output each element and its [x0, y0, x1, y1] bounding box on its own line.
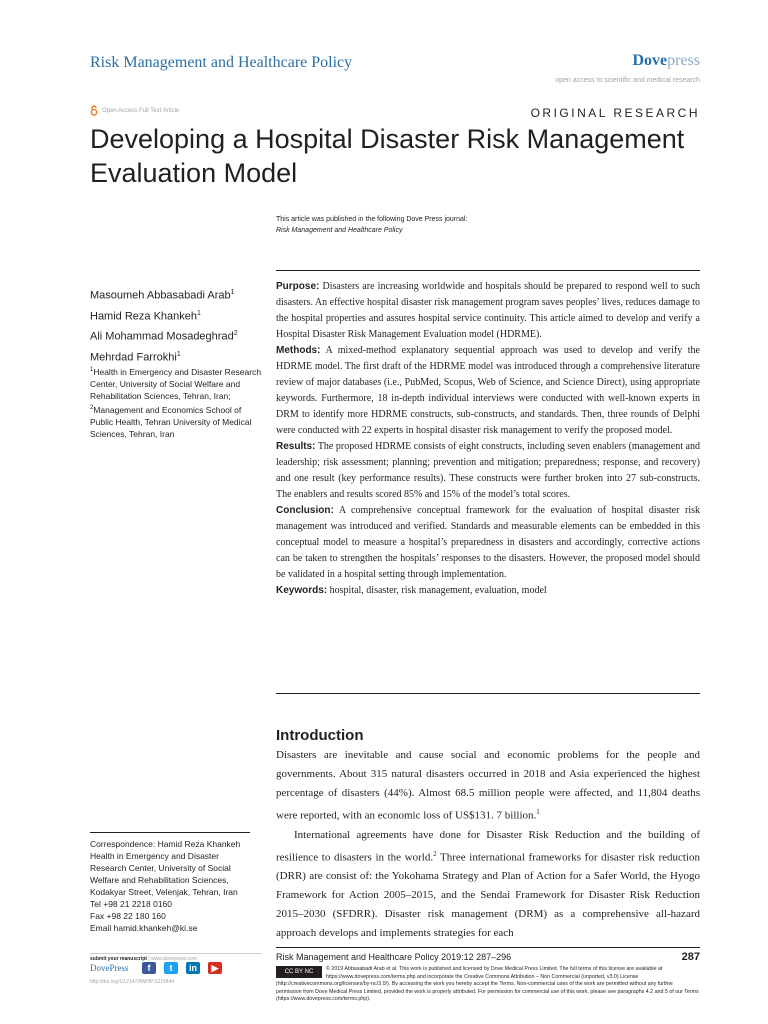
youtube-icon[interactable]: ▶: [208, 962, 222, 974]
open-access-text: Open Access Full Text Article: [102, 107, 180, 114]
section-divider: [276, 693, 700, 694]
publisher-tagline: open access to scientific and medical research: [555, 77, 700, 84]
logo-sub: press: [667, 52, 700, 69]
correspondence-divider: [90, 832, 250, 833]
dovepress-footer-logo[interactable]: DovePress: [90, 963, 129, 973]
facebook-icon[interactable]: f: [142, 962, 156, 974]
footer-divider: [90, 953, 262, 954]
page-number: 287: [681, 951, 700, 963]
dovepress-logo[interactable]: [632, 52, 700, 70]
author[interactable]: Ali Mohammad Mosadeghrad$^2$: [90, 330, 238, 343]
author-list: [90, 284, 262, 367]
creative-commons-icon[interactable]: CC BY NC: [276, 966, 322, 978]
abstract-results: Results: The proposed HDRME consists of eight constructs, including seven enablers (management and leadership; risk assessment; planning; prevention and mitigation; preparedness; response, and recovery) and one result (key performance results). These constructs were further broken into 27 sub-constructs. The enablers and results scored 85% and 15% of the model’s total scores.: [276, 441, 700, 500]
article-type: ORIGINAL RESEARCH: [530, 106, 700, 120]
author[interactable]: Mehrdad Farrokhi$^1$: [90, 350, 181, 364]
introduction-body: [276, 746, 700, 943]
license-text: CC BY NC © 2019 Abbasabadi Arab et al. This work is published and licensed by Dove Medical Press Limited. The full terms of this license are available at https://www.dovepress.com/terms.php and incorporate the Creative Commons Attribution – Non Commercial (unported, v3.0) License (http://creativecommons.org/licenses/by-nc/3.0/). By accessing the work you hereby accept the Terms. Non-commercial uses of the work are permitted without any further permission from Dove Medical Press Limited, provided the work is properly attributed. For permission for commercial use of this work, please see paragraphs 4.2 and 5 of our Terms (https://www.dovepress.com/terms.php).: [276, 966, 699, 1002]
reference-link[interactable]: 2: [433, 849, 437, 858]
journal-citation: Risk Management and Healthcare Policy 2019:12 287–296: [276, 952, 512, 962]
correspondence: Correspondence: Hamid Reza Khankeh Health in Emergency and Disaster Research Center, University of Social Welfare and Rehabilitation Sciences, Kodakyar Street, Velenjak, Tehran, Iran Tel +98 21 2218 0160 Fax +98 22 180 160 Email hamid.khankeh@ki.se: [90, 839, 241, 933]
affiliations: $^1$Health in Emergency and Disaster Research Center, University of Social Welfare and Rehabilitation Sciences, Tehran, Iran; $^2$Management and Economics School of Public Health, Tehran University of Medical Sciences, Tehran, Iran: [90, 366, 262, 439]
doi-link[interactable]: http://doi.org/10.2147/RMHP.S215444: [90, 979, 175, 985]
abstract-purpose: Purpose: Disasters are increasing worldwide and hospitals should be prepared to respond well to such disasters. An effective hospital disaster risk management program saves peoples’ lives, reduces damage to the hospital properties and assures hospital service continuity. This article aimed to develop and verify a Hospital Disaster Risk Management Evaluation model (HDRME).: [276, 281, 701, 340]
linkedin-icon[interactable]: in: [186, 962, 200, 974]
social-links: [142, 962, 222, 974]
submit-manuscript-link[interactable]: submit your manuscript | www.dovepress.com: [90, 956, 197, 962]
footer-divider: [276, 947, 700, 948]
author[interactable]: Hamid Reza Khankeh$^1$: [90, 309, 201, 323]
open-access-icon: [90, 105, 98, 116]
published-note: [276, 214, 467, 236]
published-note-text: This article was published in the following Dove Press journal:: [276, 216, 468, 223]
article-title: Developing a Hospital Disaster Risk Management Evaluation Model: [90, 124, 685, 188]
reference-link[interactable]: 1: [536, 808, 540, 816]
abstract-methods: Methods: A mixed-method explanatory sequential approach was used to develop and verify the HDRME model. The first draft of the HDRME model was introduced through a comprehensive literature review of major databases (i.e., PubMed, Scopus, Web of Science, and Science Direct), using appropriate keywords. Furthermore, 18 in-depth individual interviews were conducted with well-known experts in DRM to identify more HDRME constructs, sub-constructs, and standards. Then, three rounds of Delphi were conducted with 22 experts in hospital disaster risk management to verify the proposed model.: [276, 345, 700, 436]
logo-main: Dove: [632, 52, 668, 69]
abstract-keywords: Keywords: hospital, disaster, risk management, evaluation, model: [276, 585, 547, 596]
introduction-heading: Introduction: [276, 727, 364, 744]
abstract: [276, 270, 700, 599]
twitter-icon[interactable]: t: [164, 962, 178, 974]
journal-name: Risk Management and Healthcare Policy: [90, 54, 353, 71]
author[interactable]: Masoumeh Abbasabadi Arab$^1$: [90, 289, 235, 302]
paragraph: International agreements have done for Disaster Risk Reduction and the building of resilience to disasters in the world.$^2$ Three international frameworks for disaster risk reduction (DRR) are consist of: the Yokohama Strategy and Plan of Action for a Safer World, the Hyogo Framework for Action 2005–2015, and the Sendai Framework for Disaster Risk Reduction 2015–2030 (SFDRR). Disaster risk management (DRM) as a comprehensive all-hazard approach develops and implements strategies for each: [276, 828, 700, 940]
paragraph: Disasters are inevitable and cause social and economic problems for the people and governments. About 315 natural disasters occurred in 2018 and Asia experienced the highest percentage of disasters (44%). Almost 68.5 million people were affected, and 11,804 deaths were reported, with an economic loss of US$131. 7 billion.$^1$: [276, 749, 700, 822]
open-access-label: [90, 105, 179, 116]
published-journal-link[interactable]: Risk Management and Healthcare Policy: [276, 227, 403, 234]
abstract-conclusion: Conclusion: A comprehensive conceptual framework for the evaluation of hospital disaster risk management was introduced and verified. Standards and measurable elements can be embedded in this conceptual model to measure a hospital’s preparedness in disasters and accordingly, corrective actions can be taken to strengthen the hospitals’ responses to the disasters. However, the proposed model should be validated in a hospital setting through implementation.: [276, 505, 701, 580]
